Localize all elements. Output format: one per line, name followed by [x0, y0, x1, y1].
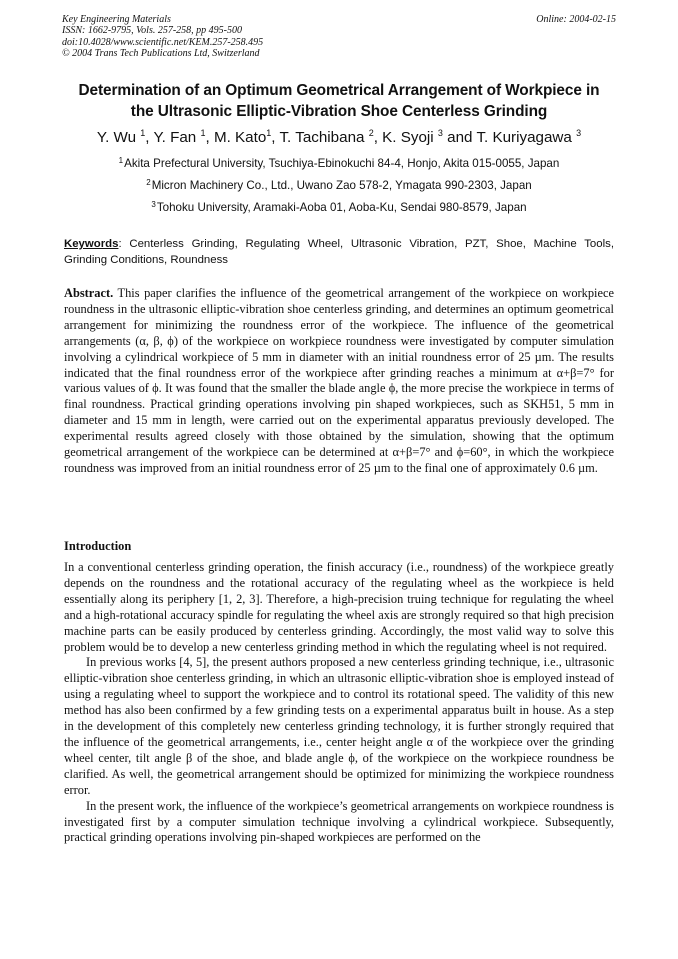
journal-name: Key Engineering Materials: [62, 14, 171, 25]
paper-title: [40, 80, 638, 122]
author-name: Y. Fan: [153, 129, 197, 146]
author-affiliation-mark: 3: [437, 128, 443, 138]
keywords-block: [64, 236, 614, 268]
affiliation-3: [30, 201, 648, 215]
journal-header: [62, 14, 263, 60]
issn-line: ISSN: 1662-9795, Vols. 257-258, pp 495-500: [62, 25, 242, 37]
affiliation-number: 1: [118, 156, 124, 165]
author-name: T. Tachibana: [279, 129, 365, 146]
affiliation-2: [30, 179, 648, 193]
paragraph: In the present work, the influence of the workpiece’s geometrical arrangements on workpiece roundness is investigated first by a computer simulation technique involving a cylindrical workpiece. Subsequently, practical grinding operations involving pin-shaped workpieces are performed on the: [64, 798, 614, 845]
author-separator: ,: [205, 129, 214, 146]
author-separator: ,: [373, 129, 383, 146]
author-name: T. Kuriyagawa: [476, 129, 572, 146]
author-affiliation-mark: 1: [200, 128, 206, 138]
author-separator: ,: [271, 129, 280, 146]
section-heading-introduction: Introduction: [64, 539, 132, 553]
author-affiliation-mark: 3: [576, 128, 582, 138]
affiliation-text: Micron Machinery Co., Ltd., Uwano Zao 578-2, Ymagata 990-2303, Japan: [151, 179, 532, 192]
author-separator: ,: [145, 129, 154, 146]
introduction-body: [64, 560, 614, 846]
affiliation-1: [30, 157, 648, 171]
keywords-colon: :: [118, 238, 122, 250]
author-name: Y. Wu: [96, 129, 137, 146]
title-line-1: Determination of an Optimum Geometrical Arrangement of Workpiece in: [78, 82, 600, 99]
online-date: Online: 2004-02-15: [536, 14, 616, 25]
author-affiliation-mark: 1: [140, 128, 146, 138]
affiliation-text: Akita Prefectural University, Tsuchiya-Ebinokuchi 84-4, Honjo, Akita 015-0055, Japan: [124, 157, 560, 170]
abstract-label: Abstract.: [64, 286, 114, 300]
affiliation-number: 2: [146, 178, 151, 187]
paragraph: In a conventional centerless grinding operation, the finish accuracy (i.e., roundness) of the workpiece greatly depends on the roundness and the rotational accuracy of the regulating wheel as the workpiece is held essentially along its periphery [1, 2, 3]. Therefore, a high-precision truing technique for regulating the wheel and a high-rotational accuracy spindle for regulating the wheel axis are strongly required so that high precision machine parts can be easily produced by centerless grinding. Accordingly, the most valid way to solve this problem would be to develop a new centerless grinding method in which the regulating wheel is not required.: [64, 560, 614, 654]
affiliation-text: Tohoku University, Aramaki-Aoba 01, Aoba-Ku, Sendai 980-8579, Japan: [156, 201, 527, 214]
affiliation-number: 3: [151, 200, 156, 209]
doi-line[interactable]: doi:10.4028/www.scientific.net/KEM.257-258.495: [62, 36, 264, 48]
author-name: K. Syoji: [382, 129, 434, 146]
title-line-2: the Ultrasonic Elliptic-Vibration Shoe Centerless Grinding: [130, 103, 548, 120]
author-affiliation-mark: 2: [368, 128, 374, 138]
abstract-text: This paper clarifies the influence of the geometrical arrangement of the workpiece on workpiece roundness in the ultrasonic elliptic-vibration shoe centerless grinding, and determines an optimum geometrical arrangement for minimizing the roundness error of the workpiece. The influence of the geometrical arrangements (α, β, ϕ) of the workpiece on workpiece roundness were investigated by computer simulation involving a cylindrical workpiece of 5 mm in diameter with an initial roundness error of 25 µm. The results indicated that the final roundness error of the workpiece after grinding reaches a minimum at α+β=7° for various values of ϕ. It was found that the smaller the blade angle ϕ, the more precise the workpiece in terms of final roundness. Practical grinding operations involving pin shaped workpieces, such as SKH51, 5 mm in diameter and 15 mm in length, were carried out on the experimental apparatus previously developed. The experimental results agreed closely with those obtained by the simulation, showing that the optimum geometrical arrangement of the workpiece can be determined at α+β=7° and ϕ=60°, in which the workpiece roundness was improved from an initial roundness error of 25 µm to the final one of approximately 0.6 µm.: [64, 286, 615, 475]
author-separator: and: [442, 129, 477, 146]
author-name: M. Kato: [213, 129, 267, 146]
copyright-line: © 2004 Trans Tech Publications Ltd, Switzerland: [62, 48, 260, 60]
author-affiliation-mark: 1: [266, 128, 272, 138]
author-list: [30, 128, 648, 148]
paragraph: In previous works [4, 5], the present authors proposed a new centerless grinding technique, i.e., ultrasonic elliptic-vibration shoe centerless grinding, in which an ultrasonic elliptic-vibration shoe is employed instead of using a regulating wheel to support the workpiece and to control its rotational speed. The validity of this new method has also been confirmed by a few grinding tests on a experimental apparatus built in house. As a step in the development of this completely new centerless grinding technology, it is further strongly required that the influence of the geometrical arrangements, i.e., center height angle α of the workpiece over the grinding wheel center, tilt angle β of the shoe, and blade angle ϕ, of the workpiece on the workpiece roundness be clarified. As well, the geometrical arrangement should be optimized for minimizing the workpiece roundness error.: [64, 655, 614, 797]
keywords-text: Centerless Grinding, Regulating Wheel, Ultrasonic Vibration, PZT, Shoe, Machine Tools, Grinding Conditions, Roundness: [64, 238, 614, 266]
abstract-block: [64, 286, 614, 477]
keywords-label: Keywords: [64, 238, 119, 250]
